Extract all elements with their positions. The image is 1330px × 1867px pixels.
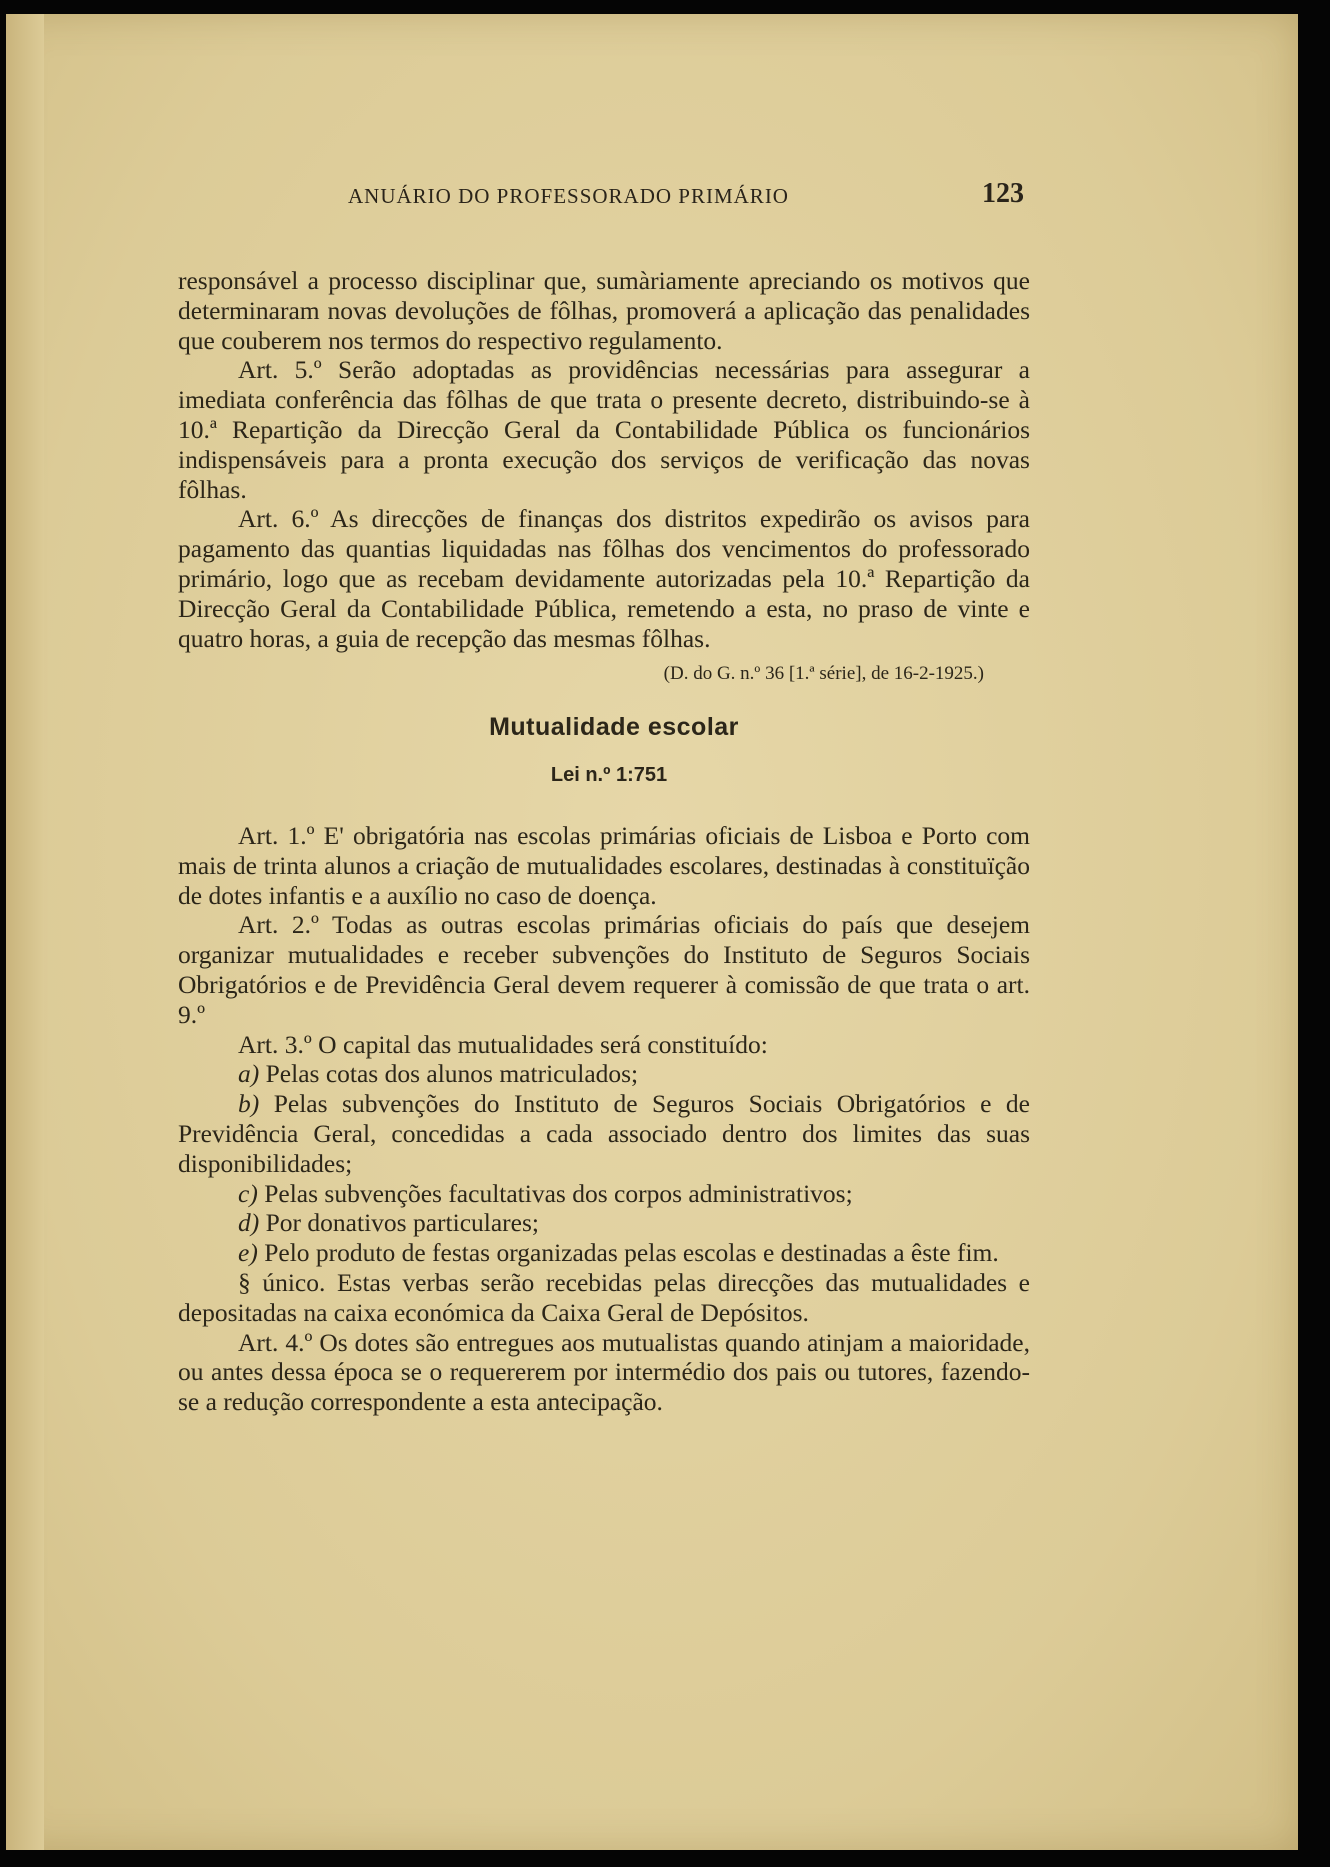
list-letter: a): [238, 1059, 260, 1089]
list-letter: e): [238, 1238, 258, 1268]
page-number: 123: [982, 178, 1024, 209]
article-6: Art. 6.º As direcções de finanças dos distritos expedirão os avisos para pagamento das quantias liquidadas nas fôlhas dos vencimentos do professorado primário, logo que as recebam devidamente autorizadas pela 10.ª Repartição da Direcção Geral da Contabilidade Pública, remetendo a esta, no praso de vinte e quatro horas, a guia de recepção das mesmas fôlhas.: [178, 504, 1030, 653]
list-item-b: [178, 1089, 1030, 1178]
law-number: Lei n.º 1:751: [550, 764, 668, 787]
list-item-text: Pelas subvenções do Instituto de Seguros Sociais Obrigatórios e de Previdência Geral, concedidas a cada associado dentro dos limites das suas disponibilidades;: [178, 1089, 1030, 1178]
source-citation: (D. do G. n.º 36 [1.ª série], de 16-2-1925.): [663, 663, 984, 685]
list-item-d: [178, 1208, 1030, 1238]
list-item-text: Por donativos particulares;: [265, 1208, 539, 1238]
law-article-2: Art. 2.º Todas as outras escolas primárias oficiais do país que desejem organizar mutualidades e receber subvenções do Instituto de Seguros Sociais Obrigatórios e de Previdência Geral devem requerer à comissão de que trata o art. 9.º: [178, 910, 1030, 1029]
page-body: [178, 266, 1030, 1417]
book-page: [6, 14, 1298, 1850]
list-item-text: Pelas cotas dos alunos matriculados;: [265, 1059, 639, 1089]
list-letter: c): [238, 1178, 258, 1208]
page-gutter-shadow: [6, 14, 44, 1850]
list-item-text: Pelas subvenções facultativas dos corpos administrativos;: [264, 1178, 853, 1208]
list-item-text: Pelo produto de festas organizadas pelas escolas e destinadas a êste fim.: [264, 1238, 999, 1268]
paragraph-unico: § único. Estas verbas serão recebidas pelas direcções das mutualidades e depositadas na caixa económica da Caixa Geral de Depósitos.: [178, 1267, 1030, 1327]
law-article-3: Art. 3.º O capital das mutualidades será constituído:: [238, 1029, 768, 1059]
running-header-title: ANUÁRIO DO PROFESSORADO PRIMÁRIO: [348, 184, 789, 208]
list-letter: d): [238, 1208, 260, 1238]
law-article-1: Art. 1.º E' obrigatória nas escolas primárias oficiais de Lisboa e Porto com mais de trinta alunos a criação de mutualidades escolares, destinadas à constituïção de dotes infantis e a auxílio no caso de doença.: [178, 820, 1030, 910]
paragraph-continuation: responsável a processo disciplinar que, sumàriamente apreciando os motivos que determinaram novas devoluções de fôlhas, promoverá a aplicação das penalidades que couberem nos termos do respectivo regulamento.: [178, 266, 1030, 355]
list-item-c: [178, 1179, 1030, 1209]
law-article-4: Art. 4.º Os dotes são entregues aos mutualistas quando atinjam a maioridade, ou antes dessa época se o requererem por intermédio dos pais ou tutores, fazendo-se a redução correspondente a esta antecipação.: [178, 1327, 1030, 1417]
article-5: Art. 5.º Serão adoptadas as providências necessárias para assegurar a imediata conferência das fôlhas de que trata o presente decreto, distribuindo-se à 10.ª Repartição da Direcção Geral da Contabilidade Pública os funcionários indispensáveis para a pronta execução dos serviços de verificação das novas fôlhas.: [178, 355, 1030, 504]
list-item-e: [178, 1238, 1030, 1268]
list-letter: b): [238, 1089, 260, 1119]
section-title: Mutualidade escolar: [489, 713, 739, 742]
list-item-a: [178, 1059, 1030, 1089]
